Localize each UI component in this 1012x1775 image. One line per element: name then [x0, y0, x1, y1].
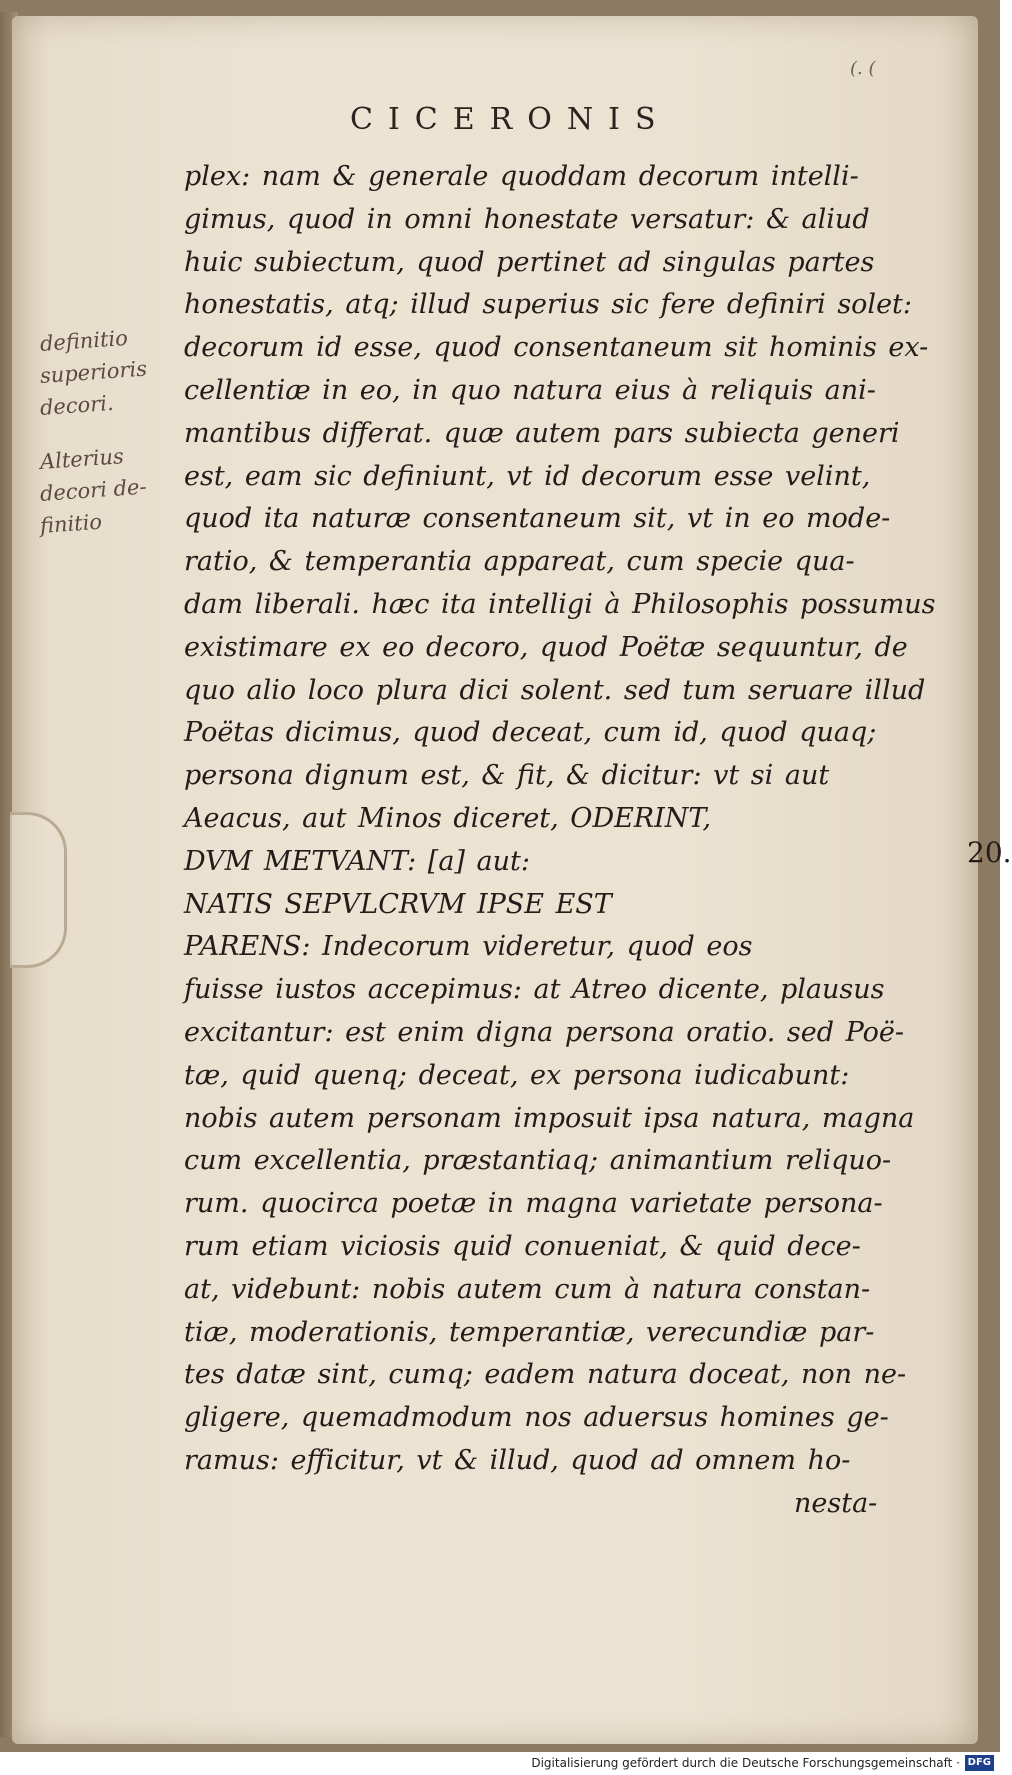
- text-line: gligere, quemadmodum nos aduersus homines ge-: [184, 1402, 889, 1434]
- text-line: mantibus differat. quæ autem pars subiecta generi: [184, 417, 900, 449]
- text-line: existimare ex eo decoro, quod Poëtæ sequuntur, de: [184, 631, 908, 663]
- bookmark-ribbon: [10, 812, 67, 968]
- margin-notes: [39, 325, 190, 542]
- margin-note: superioris: [39, 356, 148, 388]
- text-line: fuisse iustos accepimus: at Atreo dicente, plausus: [184, 974, 885, 1006]
- text-line: at, videbunt: nobis autem cum à natura constan-: [184, 1273, 871, 1305]
- footer-bar: [0, 1752, 1000, 1775]
- text-line: cellentiæ in eo, in quo natura eius à reliquis ani-: [184, 374, 876, 406]
- margin-note: decori.: [39, 390, 115, 420]
- margin-note: Alterius: [39, 444, 125, 474]
- text-line: honestatis, atq; illud superius sic fere definiri solet:: [184, 289, 912, 321]
- catchword: nesta-: [794, 1487, 878, 1519]
- text-line: quo alio loco plura dici solent. sed tum seruare illud: [184, 674, 926, 706]
- text-line: decorum id esse, quod consentaneum sit hominis ex-: [184, 332, 929, 364]
- text-line: rum etiam viciosis quid conueniat, & quid dece-: [184, 1230, 861, 1262]
- text-line: ratio, & temperantia appareat, cum specie qua-: [184, 546, 855, 578]
- text-line: tes datæ sint, cumq; eadem natura doceat, non ne-: [184, 1359, 907, 1391]
- running-head: CICERONIS: [350, 102, 671, 137]
- text-line: cum excellentia, præstantiaq; animantium reliquo-: [184, 1145, 892, 1177]
- dfg-logo: DFG: [965, 1755, 994, 1771]
- text-line: DVM METVANT: [a] aut:: [184, 845, 530, 877]
- text-line: tiæ, moderationis, temperantiæ, verecundiæ par-: [184, 1316, 875, 1348]
- text-line: persona dignum est, & fit, & dicitur: vt si aut: [184, 760, 830, 792]
- text-line: est, eam sic definiunt, vt id decorum esse velint,: [184, 460, 871, 492]
- text-line: quod ita naturæ consentaneum sit, vt in eo mode-: [184, 503, 891, 535]
- margin-note: decori de-: [39, 474, 148, 506]
- text-line: excitantur: est enim digna persona oratio. sed Poë-: [184, 1016, 905, 1048]
- text-line: Aeacus, aut Minos diceret, ODERINT,: [184, 802, 712, 834]
- text-line: plex: nam & generale quoddam decorum intelli-: [184, 161, 859, 192]
- paper-page: [12, 16, 1012, 1744]
- body-text: [184, 156, 944, 1526]
- funding-credit: Digitalisierung gefördert durch die Deutsche Forschungsgemeinschaft ·: [531, 1756, 960, 1770]
- margin-note: definitio: [39, 325, 129, 356]
- text-line: dam liberali. hæc ita intelligi à Philosophis possumus: [184, 588, 936, 620]
- text-line: nobis autem personam imposuit ipsa natura, magna: [184, 1102, 915, 1134]
- margin-note: finitio: [39, 509, 103, 538]
- corner-mark: (. (: [850, 58, 876, 79]
- text-line: PARENS: Indecorum videretur, quod eos: [184, 931, 753, 963]
- text-line: NATIS SEPVLCRVM IPSE EST: [184, 888, 612, 920]
- text-line: gimus, quod in omni honestate versatur: & aliud: [184, 203, 870, 235]
- text-line: tæ, quid quenq; deceat, ex persona iudicabunt:: [184, 1059, 850, 1091]
- text-line: Poëtas dicimus, quod deceat, cum id, quod quaq;: [184, 717, 877, 749]
- text-line: huic subiectum, quod pertinet ad singulas partes: [184, 246, 875, 278]
- text-line: rum. quocirca poetæ in magna varietate persona-: [184, 1188, 883, 1220]
- text-line: ramus: efficitur, vt & illud, quod ad omnem ho-: [184, 1444, 851, 1476]
- line-number: 20.: [967, 836, 1012, 869]
